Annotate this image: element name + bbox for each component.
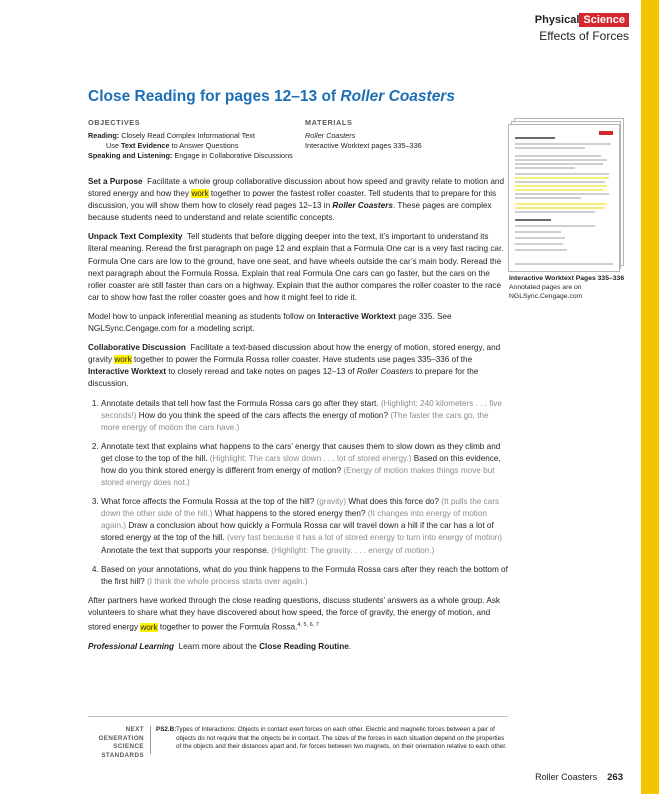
collaborative-discussion-paragraph: Collaborative Discussion Facilitate a text-based discussion about how the energy of motion, stored energy, and gravity work together to power the Formula Rossa roller coaster. Have students use pages 335–336 of the Interactive Worktext to closely reread and take notes on pages 12–13 of Roller Coasters to prepare for the discussion. (88, 343, 501, 389)
brand-logo: Physical Science (535, 14, 629, 26)
question-item: 4. Based on your annotations, what do you think happens to the Formula Rossa cars after they reach the bottom of the first hill? (I think the whole process starts over again.) (101, 564, 508, 588)
standards-superscript: 4, 5, 6, 7 (297, 622, 319, 628)
standards-label: NEXT GENERATION SCIENCE STANDARDS (98, 726, 144, 759)
materials-worktext: Interactive Worktext pages 335–336 (305, 141, 422, 150)
lesson-body (88, 176, 508, 660)
unpack-complexity-paragraph: Unpack Text Complexity Tell students that before digging deeper into the text, it’s important to understand its literal meaning. Reread the first paragraph on page 12 and explain that a Formula One car is a very fast racing car. Formula One cars are low to the ground, have one seat, and have wheels outside the car’s main body. Reread the next paragraph about the Formula Rossa. Explain that real Formula One cars can go faster, but the cars on the roller coaster are still faster than cars on a highway. Explain that the author compares the roller coaster to the race car to show how fast the roller coaster goes and how it might feel to ride it. (88, 232, 504, 302)
standards-separator (150, 726, 151, 754)
answer-hint: (Highlight: The gravity. . . . energy of motion.) (271, 545, 435, 555)
standard-code: PS2.B: (156, 726, 177, 733)
unit-subtitle: Effects of Forces (539, 29, 629, 43)
answer-hint: (Highlight: 240 kilometers . . . five seconds!) (101, 398, 502, 420)
page-footer (535, 772, 623, 783)
answer-hint: (It pulls the cars down the other side of the hill.) (101, 497, 500, 519)
materials-section (305, 118, 495, 151)
series-header (535, 14, 629, 43)
vocabulary-highlight: work (140, 622, 158, 632)
answer-hint: (I think the whole process starts over again.) (146, 576, 308, 586)
materials-heading: MATERIALS (305, 118, 353, 127)
objectives-heading: OBJECTIVES (88, 118, 141, 127)
page-title: Close Reading for pages 12–13 of Roller Coasters (88, 88, 455, 105)
answer-hint: (very fast because it has a lot of stored energy to turn into energy of motion) (227, 533, 502, 543)
evidence-objective: Use Text Evidence to Answer Questions (106, 141, 239, 150)
materials-book: Roller Coasters (305, 131, 356, 140)
vocabulary-highlight: work (114, 355, 132, 365)
question-item: 1. Annotate details that tell how fast the Formula Rossa cars go after they start. (Highlight: 240 kilometers . . . five seconds!) How do you think the speed of the cars affects the energy of motion? (The faster the cars go, the more energy of motion the cars have.) (101, 398, 508, 434)
answer-hint: (The faster the cars go, the more energy of motion the cars have.) (101, 410, 489, 432)
closing-paragraph: After partners have worked through the close reading questions, discuss students’ answers as a whole group. Ask volunteers to share what they have discovered about how speed, the force of gravity, the energy of motion, and stored energy work together to power the Formula Rossa.$^{4, 5, 6, 7}$ (88, 595, 501, 632)
vocabulary-highlight: work (191, 189, 209, 199)
question-item: 2. Annotate text that explains what happens to the cars’ energy that causes them to slow down as they climb and get close to the top of the hill. (Highlight: The cars slow down . . . lot of stored energy.) Based on this evidence, how do you think stored energy is different from energy of motion? (Energy of motion makes things move but stored energy does not.) (101, 441, 508, 489)
model-paragraph: Model how to unpack inferential meaning as students follow on Interactive Worktext page 335. See NGLSync.Cengage.com for a modeling script. (88, 311, 452, 334)
answer-hint: (It changes into energy of motion again.) (101, 509, 487, 531)
objectives-section (88, 118, 298, 161)
thumbnail-caption-title: Interactive Worktext Pages 335–336 (509, 275, 625, 282)
speaking-objective: Speaking and Listening: Engage in Collaborative Discussions (88, 151, 293, 160)
answer-hint: (Energy of motion makes things move but stored energy does not.) (101, 465, 495, 488)
thumbnail-brand-mark (599, 131, 613, 135)
worktext-page-front (508, 124, 620, 272)
professional-learning-note: Professional Learning Learn more about the Close Reading Routine. (88, 641, 352, 651)
standards-divider (88, 716, 508, 717)
close-reading-questions (88, 398, 508, 588)
page-edge-stripe (641, 0, 659, 794)
page-number: 263 (607, 772, 623, 783)
question-item: 3. What force affects the Formula Rossa at the top of the hill? (gravity) What does this force do? (It pulls the cars down the other side of the hill.) What happens to the stored energy then? (It changes into energy of motion again.) Draw a conclusion about how quickly a Formula Rossa car will travel down a hill if the car has a lot of stored energy at the top of the hill. (very fast because it has a lot of stored energy to turn into energy of motion) Annotate the text that supports your response. (Highlight: The gravity. . . . energy of motion.) (101, 496, 508, 556)
answer-hint: (Highlight: The cars slow down . . . lot of stored energy.) (209, 453, 412, 463)
worktext-thumbnail (508, 118, 626, 270)
close-reading-routine-reference: Close Reading Routine (259, 641, 349, 651)
footer-book-title: Roller Coasters (535, 772, 598, 782)
reading-objective: Reading: Closely Read Complex Informational Text (88, 131, 255, 140)
answer-hint: (gravity) (316, 497, 347, 507)
thumbnail-caption: Interactive Worktext Pages 335–336 Annotated pages are on NGLSync.Cengage.com (509, 274, 634, 301)
standard-description: Types of Interactions: Objects in contact exert forces on each other. Electric and magnetic forces between a pair of objects do not require that the objects be in contact. The sizes of the forces in each situation depend on the properties of the objects and their distances apart and, for forces between two magnets, on their orientation relative to each other. (176, 726, 507, 750)
set-purpose-paragraph: Set a Purpose Facilitate a whole group collaborative discussion about how speed and gravity relate to motion and stored energy and how they work together to power the fastest roller coaster. Tell students that to prepare for this discussion, you will show them how to closely read pages 12–13 in Roller Coasters. These pages are complex because students need to understand and relate scientific concepts. (88, 177, 504, 223)
